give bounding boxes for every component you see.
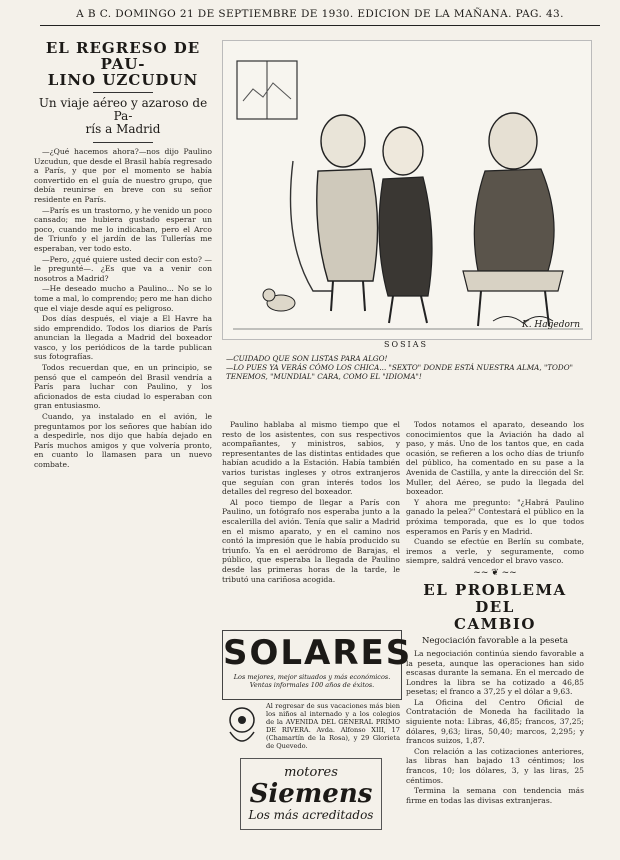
siemens-tagline: Los más acreditados: [248, 808, 374, 822]
subhead-divider: [93, 142, 153, 143]
headline-divider: [93, 92, 153, 93]
subhead-line-2: rís a Madrid: [85, 122, 161, 136]
solares-line-2: Ventas informales 100 años de éxitos.: [249, 681, 375, 689]
headline-line-2: LINO UZCUDUN: [47, 71, 199, 89]
ornament-divider: ~~ ❦ ~~: [473, 567, 517, 578]
paragraph: —He deseado mucho a Paulino... No se lo tome a mal, lo comprendo; pero me han dicho que el viaje desde aquí es peligroso.: [34, 284, 212, 313]
cartoon-credit: SOSIAS: [384, 340, 428, 349]
paragraph: La negociación continúa siendo favorable a la peseta, aunque las operaciones han sido escasas durante la semana. En el mercado de Londres la libra se ha cotizado a 46,85 pesetas; el franco a 37,25 y el dólar a 9,63.: [406, 648, 584, 697]
cartoon-drawing: [223, 41, 591, 339]
paragraph: —¿Qué hacemos ahora?—nos dijo Paulino Uzcudun, que desde el Brasil había regresado a París, y que por el momento se había convertido en el guía de nuestro grupo, que debía reunirse en breve con su señor residente en París.: [34, 147, 212, 204]
siemens-brand: Siemens: [249, 779, 373, 809]
paragraph: Paulino hablaba al mismo tiempo que el resto de los asistentes, con sus respectivos acompañantes, y ministros, sabios, y representantes de las distintas entidades que habían acudido a la Estación. Había también varios turistas ingleses y otros extranjeros que seguían con gran interés todos los detalles del regreso del boxeador.: [222, 420, 400, 497]
page-header: [40, 5, 600, 26]
crest-icon: [222, 704, 262, 750]
paragraph: —Pero, ¿qué quiere usted decir con esto? —le pregunté—. ¿Es que va a venir con nosotros a Madrid?: [34, 254, 212, 283]
paragraph: Todos recuerdan que, en un principio, se pensó que el campeón del Brasil vendría a París para luchar con Paulino, y los aficionados de esta ciudad lo esperaban con gran entusiasmo.: [34, 363, 212, 411]
solares-line-1: Los mejores, mejor situados y más económicos.: [233, 673, 391, 681]
paragraph: —París es un trastorno, y he venido un poco cansado; me hubiera gustado esperar un poco, cuando me lo indicaban, pero el Arco de Triunfo y el jardín de las Tullerías me esperaban, ver todo esto.: [34, 205, 212, 253]
school-ad-text: Al regresar de sus vacaciones más bien los niños al internado y a los colegios de la AVENIDA DEL GENERAL PRIMO DE RIVERA. Avda. Alfonso XIII, 17 (Chamartín de la Rosa), y 29 Glorieta de Quevedo.: [266, 702, 400, 750]
right-column-article: [406, 420, 584, 850]
article-headline: [34, 40, 212, 88]
problema-headline: [406, 582, 584, 633]
caption-line: TENEMOS, "MUNDIAL" CARA, COMO EL "IDIOMA"!: [226, 372, 422, 381]
paragraph: La Oficina del Centro Oficial de Contratación de Moneda ha facilitado la siguiente nota: Libras, 46,85; francos, 37,25; dólares, 9,63; liras, 50,40; marcos, 2,295; y francos suizos, 1,87.: [406, 697, 584, 746]
paragraph: Y ahora me pregunto: "¿Habrá Paulino ganado la pelea?" Contestará el público en la próxima temporada, que es lo que todos esperamos en París y en Madrid.: [406, 497, 584, 536]
paragraph: Con relación a las cotizaciones anteriores, las libras han bajado 13 céntimos; los francos, 10; los dólares, 3, y las liras, 25 céntimos.: [406, 746, 584, 785]
paragraph: Dos días después, el viaje a El Havre ha sido emprendido. Todos los diarios de París anuncian la llegada a Madrid del boxeador vasco, y los periódicos de la tarde publican sus fotografías.: [34, 314, 212, 362]
middle-article-body: [222, 420, 400, 584]
problema-line-1: EL PROBLEMA DEL: [423, 580, 567, 616]
cartoon-caption: [226, 354, 586, 404]
article-body: [34, 147, 212, 470]
school-advertisement: [222, 702, 400, 754]
solares-advertisement: [222, 630, 413, 700]
paragraph: Termina la semana con tendencia más firme en todas las divisas extranjeras.: [406, 786, 584, 805]
article-subhead: [34, 97, 212, 136]
paragraph: Cuando se efectúe en Berlín su combate, iremos a verle, y seguramente, como siempre, saldrá vencedor el bravo vasco.: [406, 537, 584, 566]
headline-line-1: EL REGRESO DE PAU-: [45, 40, 201, 73]
paragraph: Todos notamos el aparato, deseando los conocimientos que la Aviación ha dado al paso, y más. Uno de los tantos que, en cada ocasión, se refieren a los ocho días de triunfo del público, ha comentado en su pase a la Avenida de Castilla, y ante la dirección del Sr. Muller, del Aéreo, se pudo la llegada del boxeador.: [406, 420, 584, 497]
siemens-line-1: motores: [284, 765, 338, 780]
right-article-body: [406, 420, 584, 566]
caption-line: —LO PUES YA VERÁS CÓMO LOS CHICA... "SEXTO" DONDE ESTÁ NUESTRA ALMA, "TODO": [226, 363, 573, 372]
middle-column-article: [222, 420, 400, 626]
problema-line-2: CAMBIO: [454, 614, 536, 633]
paragraph: Cuando, ya instalado en el avión, le preguntamos por los señores que habían ido a despedirle, nos dijo que había dejado en París muchos amigos y que volvería pronto, en cuanto lo llamasen para un nuevo combate.: [34, 412, 212, 469]
caption-line: —CUIDADO QUE SON LISTAS PARA ALGO!: [226, 354, 388, 363]
paragraph: Al poco tiempo de llegar a París con Paulino, un fotógrafo nos esperaba junto a la escalerilla del avión. Tenía que salir a Madrid en el mismo aparato, y en el camino nos contó la impresión que le había producido su triunfo. Ya en el aeródromo de Barajas, el público, que esperaba la llegada de Paulino desde las primeras horas de la tarde, le tributó una cariñosa acogida.: [222, 497, 400, 584]
siemens-advertisement: [240, 758, 382, 830]
left-column-article: [34, 40, 212, 850]
subhead-line-1: Un viaje aéreo y azaroso de Pa-: [38, 96, 208, 123]
problema-subhead: Negociación favorable a la peseta: [421, 635, 569, 646]
problema-body: [406, 649, 584, 806]
page-header-text: A B C. DOMINGO 21 DE SEPTIEMBRE DE 1930. EDICION DE LA MAÑANA. PAG. 43.: [76, 8, 564, 20]
cartoon-illustration: [222, 40, 592, 340]
artist-signature: K. Hagedorn: [521, 320, 580, 330]
solares-title: SOLARES: [223, 633, 413, 673]
